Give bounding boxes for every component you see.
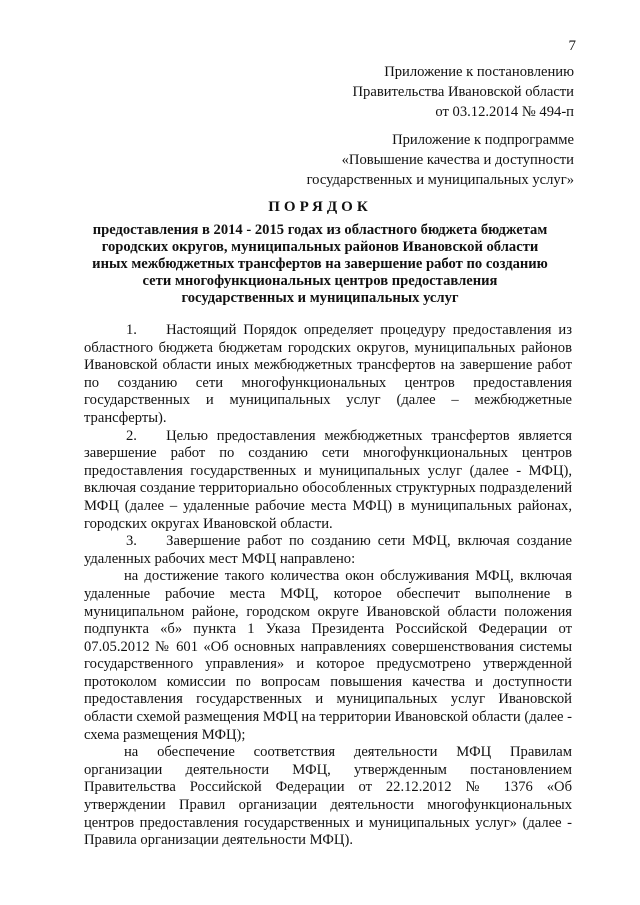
paragraph-1: 1. Настоящий Порядок определяет процедуру предоставления из областного бюджета бюджетам городских округов, муниципальных районов Ивановской области иных межбюджетных трансфертов на завершение работ по созданию сети многофункциональных центров предоставления государственных и муниципальных услуг (далее – межбюджетные трансферты). bbox=[84, 322, 572, 426]
subtitle-line-3: иных межбюджетных трансфертов на завершение работ по созданию bbox=[92, 256, 548, 272]
paragraph-3-item-2: на обеспечение соответствия деятельности МФЦ Правилам организации деятельности МФЦ, утвержденным постановлением Правительства Российской Федерации от 22.12.2012 № 1376 «Об утверждении Правил организации деятельности многофункциональных центров предоставления государственных и муниципальных услуг» (далее - Правила организации деятельности МФЦ). bbox=[84, 744, 572, 849]
document-body bbox=[84, 322, 572, 850]
subtitle-line-2: городских округов, муниципальных районов Ивановской области bbox=[101, 239, 539, 255]
appendix-to-resolution bbox=[234, 62, 574, 122]
appendix-to-subprogram bbox=[214, 130, 574, 190]
appendix-1-line-1: Приложение к постановлению bbox=[384, 64, 574, 80]
document-title: ПОРЯДОК bbox=[268, 199, 372, 215]
page-number: 7 bbox=[568, 38, 576, 54]
appendix-1-line-2: Правительства Ивановской области bbox=[352, 84, 574, 100]
appendix-1-line-3: от 03.12.2014 № 494-п bbox=[435, 104, 574, 120]
appendix-2-line-1: Приложение к подпрограмме bbox=[392, 132, 574, 148]
paragraph-3: 3. Завершение работ по созданию сети МФЦ, включая создание удаленных рабочих мест МФЦ направлено: bbox=[84, 533, 572, 567]
appendix-2-line-2: «Повышение качества и доступности bbox=[341, 152, 574, 168]
paragraph-2: 2. Целью предоставления межбюджетных трансфертов является завершение работ по созданию сети многофункциональных центров предоставления государственных и муниципальных услуг (далее - МФЦ), включая создание территориально обособленных структурных подразделений МФЦ (далее – удаленные рабочие места МФЦ) в муниципальных районах, городских округах Ивановской области. bbox=[84, 427, 572, 532]
appendix-2-line-3: государственных и муниципальных услуг» bbox=[306, 172, 574, 188]
subtitle-line-4: сети многофункциональных центров предоставления bbox=[142, 273, 498, 289]
subtitle-line-1: предоставления в 2014 - 2015 годах из областного бюджета бюджетам bbox=[92, 222, 548, 238]
paragraph-3-item-1: на достижение такого количества окон обслуживания МФЦ, включая удаленные рабочие места МФЦ, которое обеспечит выполнение в муниципальном районе, городском округе Ивановской области положения подпункта «б» пункта 1 Указа Президента Российской Федерации от 07.05.2012 № 601 «Об основных направлениях совершенствования системы государственного управления» и которое предусмотрено утвержденной протоколом комиссии по вопросам повышения качества и доступности предоставления государственных и муниципальных услуг Ивановской области схемой размещения МФЦ на территории Ивановской области (далее - схема размещения МФЦ); bbox=[84, 568, 572, 743]
subtitle-line-5: государственных и муниципальных услуг bbox=[181, 290, 459, 306]
document-subtitle bbox=[70, 222, 570, 307]
